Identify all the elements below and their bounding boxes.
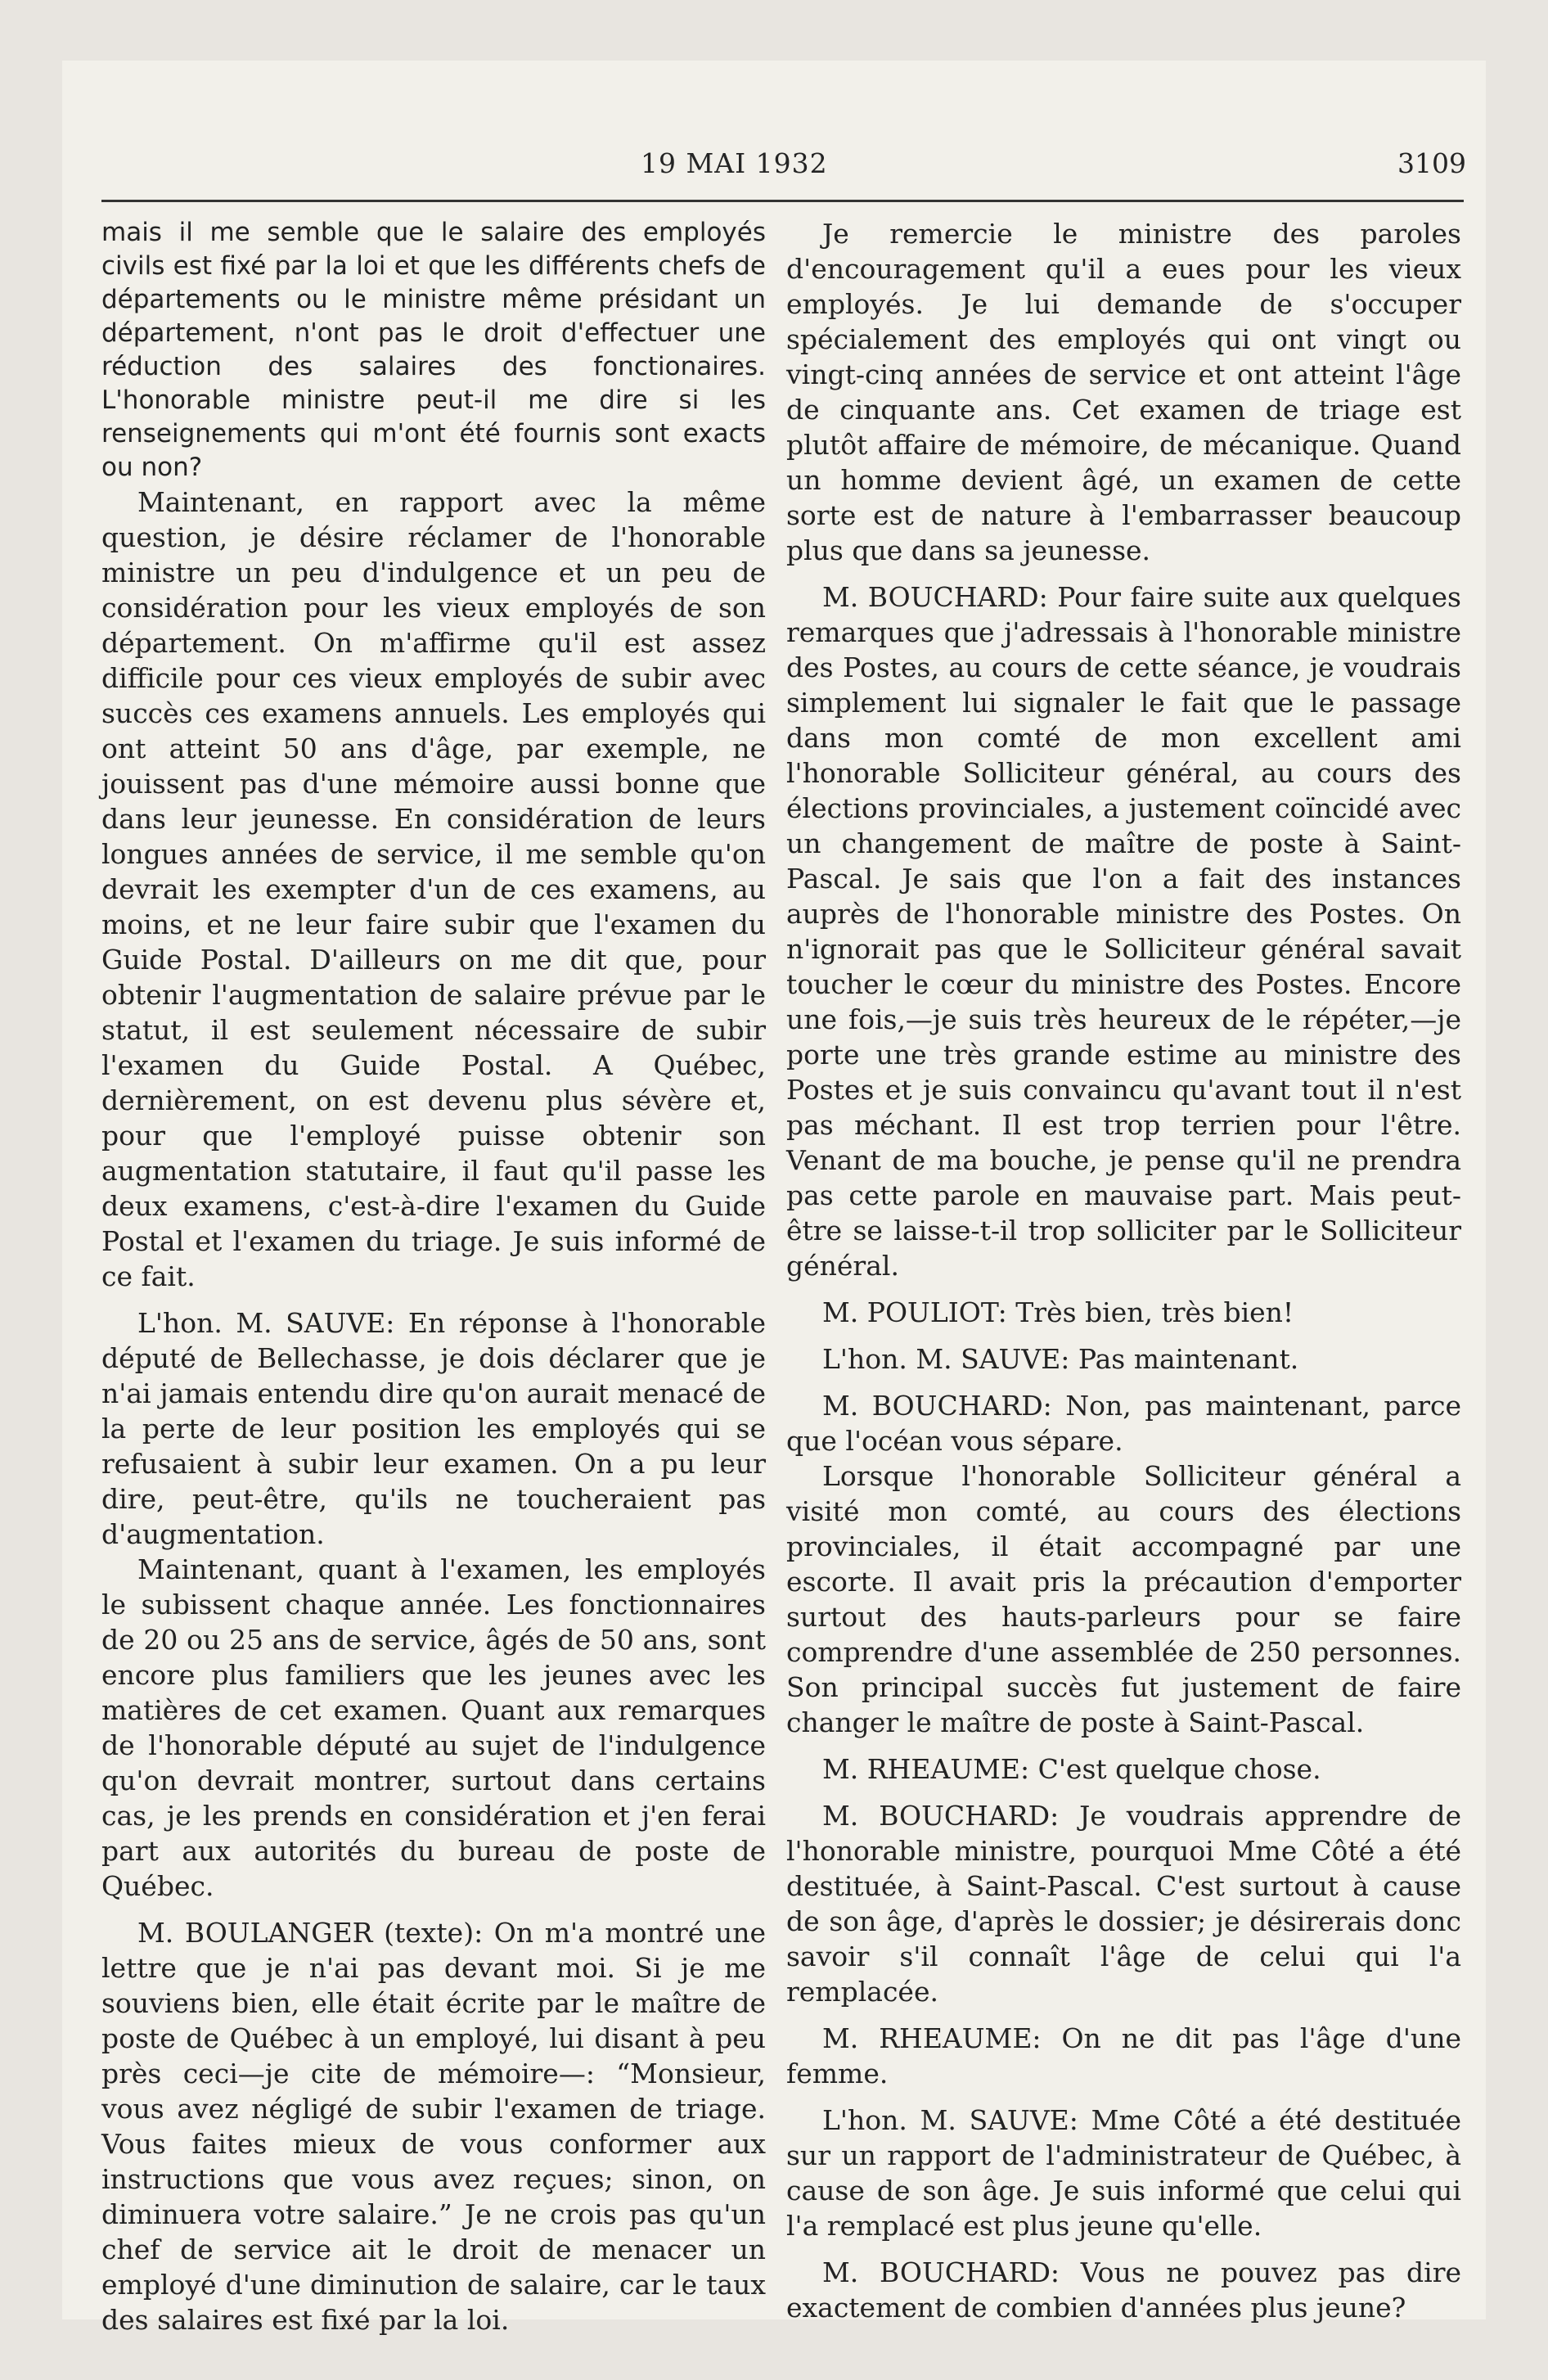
paragraph: M. BOUCHARD: Je voudrais apprendre de l'honorable ministre, pourquoi Mme Côté a été destituée, à Saint-Pascal. C'est surtout à cause de son âge, d'après le dossier; je désirerais donc savoir s'il connaît l'âge de celui qui l'a remplacée. (786, 1800, 1461, 2008)
document-page (62, 61, 1486, 2336)
paragraph: M. BOULANGER (texte): On m'a montré une lettre que je n'ai pas devant moi. Si je me souviens bien, elle était écrite par le maître de poste de Québec à un employé, lui disant à peu près ceci—je cite de mémoire—: “Monsieur, vous avez négligé de subir l'examen de triage. Vous faites mieux de vous conformer aux instructions que vous avez reçues; sinon, on diminuera votre salaire.” Je ne crois pas qu'un chef de service ait le droit de menacer un employé d'une diminution de salaire, car le taux des salaires est fixé par la loi. (101, 1917, 766, 2336)
paragraph: L'hon. M. SAUVE: Mme Côté a été destituée sur un rapport de l'administrateur de Québec, à cause de son âge. Je suis informé que celui qui l'a remplacé est plus jeune qu'elle. (786, 2104, 1461, 2242)
paragraph: M. RHEAUME: On ne dit pas l'âge d'une femme. (786, 2022, 1461, 2089)
paragraph: mais il me semble que le salaire des employés civils est fixé par la loi et que les différents chefs de départements ou le ministre même présidant un département, n'ont pas le droit d'effectuer une réduction des salaires des fonctionaires. L'honorable ministre peut-il me dire si les renseignements qui m'ont été fournis sont exacts ou non? (101, 218, 766, 482)
paragraph: M. POULIOT: Très bien, très bien! (822, 1296, 1294, 1328)
paragraph: Maintenant, en rapport avec la même question, je désire réclamer de l'honorable ministre un peu d'indulgence et un peu de considération pour les vieux employés de son département. On m'affirme qu'il est assez difficile pour ces vieux employés de subir avec succès ces examens annuels. Les employés qui ont atteint 50 ans d'âge, par exemple, ne jouissent pas d'une mémoire aussi bonne que dans leur jeunesse. En considération de leurs longues années de service, il me semble qu'on devrait les exempter d'un de ces examens, au moins, et ne leur faire subir que l'examen du Guide Postal. D'ailleurs on me dit que, pour obtenir l'augmentation de salaire prévue par le statut, il est seulement nécessaire de subir l'examen du Guide Postal. A Québec, dernièrement, on est devenu plus sévère et, pour que l'employé puisse obtenir son augmentation statutaire, il faut qu'il passe les deux examens, c'est-à-dire l'examen du Guide Postal et l'examen du triage. Je suis informé de ce fait. (101, 486, 766, 1292)
page-number: 3109 (1397, 147, 1466, 179)
paragraph: M. BOUCHARD: Vous ne pouvez pas dire exactement de combien d'années plus jeune? (786, 2256, 1461, 2324)
paragraph: M. BOUCHARD: Pour faire suite aux quelques remarques que j'adressais à l'honorable ministre des Postes, au cours de cette séance, je voudrais simplement lui signaler le fait que le passage dans mon comté de mon excellent ami l'honorable Solliciteur général, au cours des élections provinciales, a justement coïncidé avec un changement de maître de poste à Saint-Pascal. Je sais que l'on a fait des instances auprès de l'honorable ministre des Postes. On n'ignorait pas que le Solliciteur général savait toucher le cœur du ministre des Postes. Encore une fois,—je suis très heureux de le répéter,—je porte une très grande estime au ministre des Postes et je suis convaincu qu'avant tout il n'est pas méchant. Il est trop terrien pour l'être. Venant de ma bouche, je pense qu'il ne prendra pas cette parole en mauvaise part. Mais peut-être se laisse-t-il trop solliciter par le Solliciteur général. (786, 581, 1461, 1282)
paragraph: L'hon. M. SAUVE: En réponse à l'honorable député de Bellechasse, je dois déclarer que je n'ai jamais entendu dire qu'on aurait menacé de la perte de leur position les employés qui se refusaient à subir leur examen. On a pu leur dire, peut-être, qu'ils ne toucheraient pas d'augmentation. (101, 1307, 766, 1550)
paragraph: Lorsque l'honorable Solliciteur général a visité mon comté, au cours des élections provinciales, il était accompagné par une escorte. Il avait pris la précaution d'emporter surtout des hauts-parleurs pour se faire comprendre d'une assemblée de 250 personnes. Son principal succès fut justement de faire changer le maître de poste à Saint-Pascal. (786, 1460, 1461, 1738)
paragraph: Maintenant, quant à l'examen, les employés le subissent chaque année. Les fonctionnaires de 20 ou 25 ans de service, âgés de 50 ans, sont encore plus familiers que les jeunes avec les matières de cet examen. Quant aux remarques de l'honorable député au sujet de l'indulgence qu'on devrait montrer, surtout dans certains cas, je les prends en considération et j'en ferai part aux autorités du bureau de poste de Québec. (101, 1553, 766, 1902)
paragraph: M. RHEAUME: C'est quelque chose. (822, 1753, 1321, 1785)
page-header (62, 147, 1486, 196)
paragraph: M. BOUCHARD: Non, pas maintenant, parce que l'océan vous sépare. (786, 1390, 1461, 1457)
page-date: 19 MAI 1932 (641, 147, 828, 179)
paragraph: L'hon. M. SAUVE: Pas maintenant. (822, 1343, 1299, 1375)
header-rule (101, 200, 1464, 202)
paragraph: Je remercie le ministre des paroles d'encouragement qu'il a eues pour les vieux employés. Je lui demande de s'occuper spécialement des employés qui ont vingt ou vingt-cinq années de service et ont atteint l'âge de cinquante ans. Cet examen de triage est plutôt affaire de mémoire, de mécanique. Quand un homme devient âgé, un examen de cette sorte est de nature à l'embarrasser beaucoup plus que dans sa jeunesse. (786, 218, 1461, 566)
left-column (101, 216, 766, 2337)
right-column (786, 216, 1461, 2325)
